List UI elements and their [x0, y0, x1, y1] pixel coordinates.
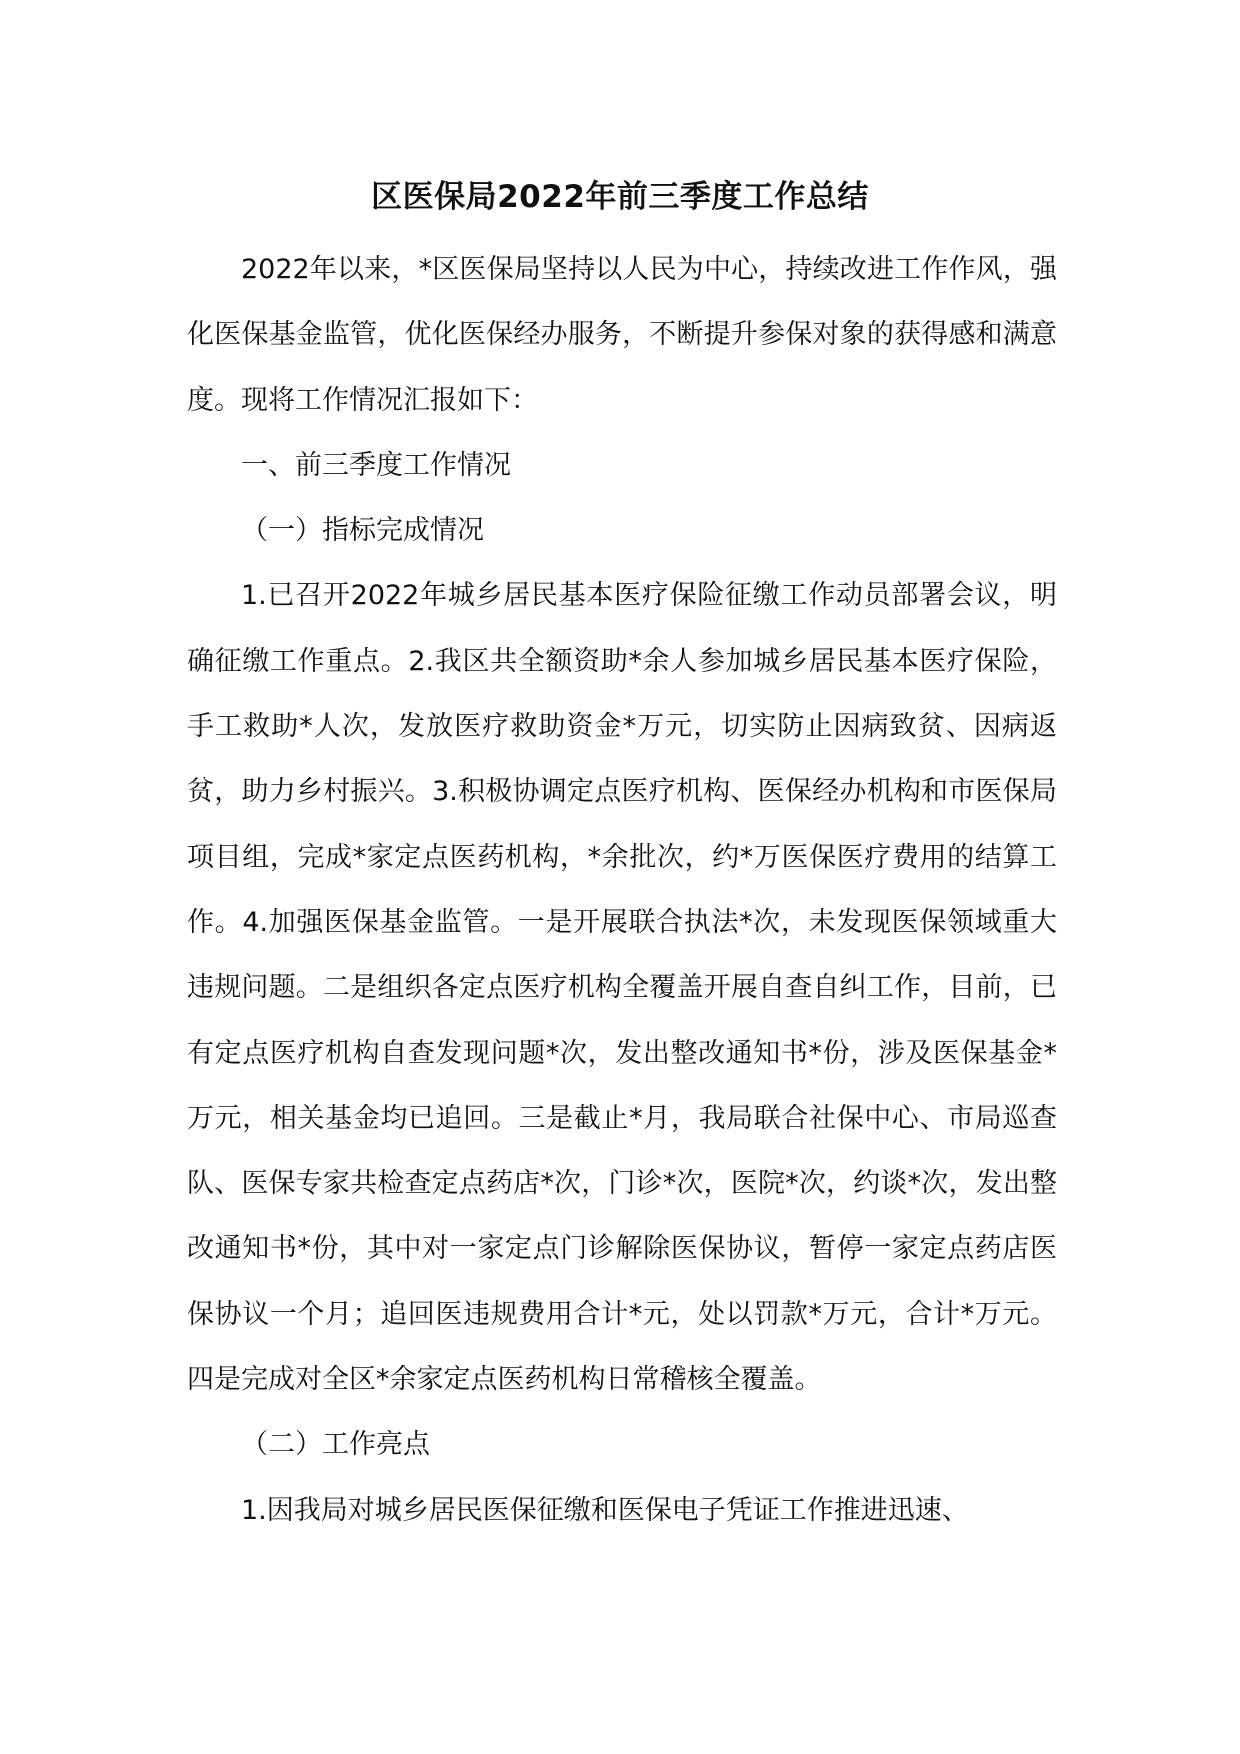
document-body [187, 237, 1057, 1543]
subsection-heading: （二）工作亮点 [241, 1429, 430, 1461]
subsection-heading: （一）指标完成情况 [241, 515, 484, 547]
body-paragraph: 1.已召开2022年城乡居民基本医疗保险征缴工作动员部署会议，明确征缴工作重点。2.我区共全额资助*余人参加城乡居民基本医疗保险，手工救助*人次，发放医疗救助资金*万元，切实防止因病致贫、因病返贫，助力乡村振兴。3.积极协调定点医疗机构、医保经办机构和市医保局项目组，完成*家定点医药机构，*余批次，约*万医保医疗费用的结算工作。4.加强医保基金监管。一是开展联合执法*次，未发现医保领域重大违规问题。二是组织各定点医疗机构全覆盖开展自查自纠工作，目前，已有定点医疗机构自查发现问题*次，发出整改通知书*份，涉及医保基金*万元，相关基金均已追回。三是截止*月，我局联合社保中心、市局巡查队、医保专家共检查定点药店*次，门诊*次，医院*次，约谈*次，发出整改通知书*份，其中对一家定点门诊解除医保协议，暂停一家定点药店医保协议一个月；追回医违规费用合计*元，处以罚款*万元，合计*万元。四是完成对全区*余家定点医药机构日常稽核全覆盖。 [187, 580, 1057, 1396]
section-heading: 一、前三季度工作情况 [241, 449, 511, 481]
document-title: 区医保局2022年前三季度工作总结 [371, 179, 869, 215]
body-paragraph: 1.因我局对城乡居民医保征缴和医保电子凭证工作推进迅速、 [241, 1494, 969, 1526]
intro-paragraph: 2022年以来，*区医保局坚持以人民为中心，持续改进工作作风，强化医保基金监管，优化医保经办服务，不断提升参保对象的获得感和满意度。现将工作情况汇报如下： [187, 254, 1057, 416]
